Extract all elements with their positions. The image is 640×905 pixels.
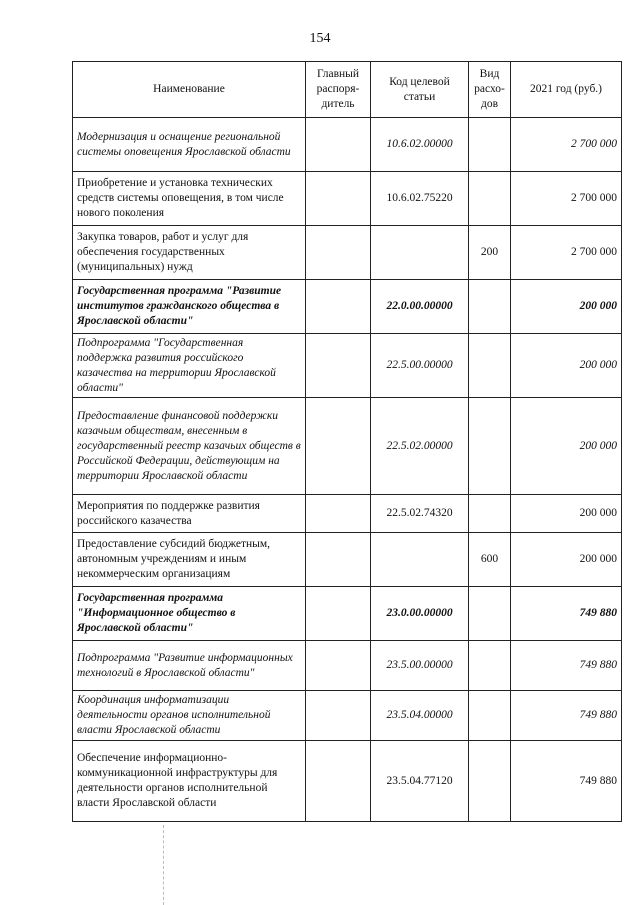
cell-amount: 749 880 — [511, 691, 622, 741]
cell-code: 22.5.02.74320 — [371, 495, 469, 533]
cell-name: Модернизация и оснащение региональной системы оповещения Ярославской области — [73, 118, 306, 172]
header-vid: Вид расхо-дов — [469, 62, 511, 118]
table-row — [73, 641, 622, 691]
cell-code — [371, 533, 469, 587]
cell-name: Обеспечение информационно-коммуникационной инфраструктуры для деятельности органов исполнительной власти Ярославской области — [73, 741, 306, 822]
page-number: 154 — [309, 31, 331, 46]
cell-grbs — [306, 741, 371, 822]
cell-vid — [469, 398, 511, 495]
cell-name: Предоставление субсидий бюджетным, автономным учреждениям и иным некоммерческим организациям — [73, 533, 306, 587]
cell-code: 10.6.02.75220 — [371, 172, 469, 226]
table-row — [73, 587, 622, 641]
cell-amount: 200 000 — [511, 334, 622, 398]
cell-vid: 600 — [469, 533, 511, 587]
cell-vid — [469, 495, 511, 533]
cell-amount: 749 880 — [511, 587, 622, 641]
cell-code: 23.5.00.00000 — [371, 641, 469, 691]
table-row — [73, 398, 622, 495]
cell-amount: 2 700 000 — [511, 118, 622, 172]
header-code: Код целевой статьи — [371, 62, 469, 118]
cell-name: Координация информатизации деятельности органов исполнительной власти Ярославской области — [73, 691, 306, 741]
cell-code: 22.5.02.00000 — [371, 398, 469, 495]
cell-vid — [469, 172, 511, 226]
cell-amount: 200 000 — [511, 280, 622, 334]
cell-vid — [469, 641, 511, 691]
table-row — [73, 280, 622, 334]
cell-vid — [469, 118, 511, 172]
cell-grbs — [306, 691, 371, 741]
cell-grbs — [306, 533, 371, 587]
cell-grbs — [306, 172, 371, 226]
cell-amount: 749 880 — [511, 641, 622, 691]
cell-grbs — [306, 587, 371, 641]
cell-code: 23.5.04.77120 — [371, 741, 469, 822]
cell-grbs — [306, 118, 371, 172]
cell-name: Подпрограмма "Государственная поддержка развития российского казачества на территории Ярославской области" — [73, 334, 306, 398]
cell-name: Приобретение и установка технических средств системы оповещения, в том числе нового поколения — [73, 172, 306, 226]
cell-name: Государственная программа "Развитие институтов гражданского общества в Ярославской области" — [73, 280, 306, 334]
table-row — [73, 495, 622, 533]
header-grbs: Главный распоря-дитель — [306, 62, 371, 118]
table-row — [73, 226, 622, 280]
cell-vid — [469, 587, 511, 641]
cell-code: 23.0.00.00000 — [371, 587, 469, 641]
cell-amount: 200 000 — [511, 495, 622, 533]
header-amount: 2021 год (руб.) — [511, 62, 622, 118]
cell-vid — [469, 691, 511, 741]
cell-vid — [469, 741, 511, 822]
table-row — [73, 334, 622, 398]
table-header-row — [73, 62, 622, 118]
cell-code: 22.0.00.00000 — [371, 280, 469, 334]
table-row — [73, 741, 622, 822]
cell-amount: 2 700 000 — [511, 226, 622, 280]
cell-amount: 749 880 — [511, 741, 622, 822]
cell-vid — [469, 280, 511, 334]
cell-code: 10.6.02.00000 — [371, 118, 469, 172]
budget-table — [72, 61, 622, 822]
cell-grbs — [306, 280, 371, 334]
cell-grbs — [306, 495, 371, 533]
cell-name: Государственная программа "Информационное общество в Ярославской области" — [73, 587, 306, 641]
cell-name: Мероприятия по поддержке развития российского казачества — [73, 495, 306, 533]
cell-amount: 200 000 — [511, 533, 622, 587]
table-body — [73, 118, 622, 822]
cell-amount: 2 700 000 — [511, 172, 622, 226]
fold-line — [163, 825, 164, 905]
cell-grbs — [306, 641, 371, 691]
cell-amount: 200 000 — [511, 398, 622, 495]
cell-code — [371, 226, 469, 280]
cell-code: 23.5.04.00000 — [371, 691, 469, 741]
cell-vid: 200 — [469, 226, 511, 280]
cell-grbs — [306, 334, 371, 398]
table-row — [73, 691, 622, 741]
cell-name: Закупка товаров, работ и услуг для обеспечения государственных (муниципальных) нужд — [73, 226, 306, 280]
header-name: Наименование — [73, 62, 306, 118]
table-row — [73, 533, 622, 587]
cell-vid — [469, 334, 511, 398]
cell-name: Подпрограмма "Развитие информационных технологий в Ярославской области" — [73, 641, 306, 691]
cell-grbs — [306, 398, 371, 495]
cell-name: Предоставление финансовой поддержки казачьим обществам, внесенным в государственный реестр казачьих обществ в Российской Федерации, действующим на территории Ярославской области — [73, 398, 306, 495]
cell-grbs — [306, 226, 371, 280]
table-row — [73, 118, 622, 172]
table-row — [73, 172, 622, 226]
cell-code: 22.5.00.00000 — [371, 334, 469, 398]
